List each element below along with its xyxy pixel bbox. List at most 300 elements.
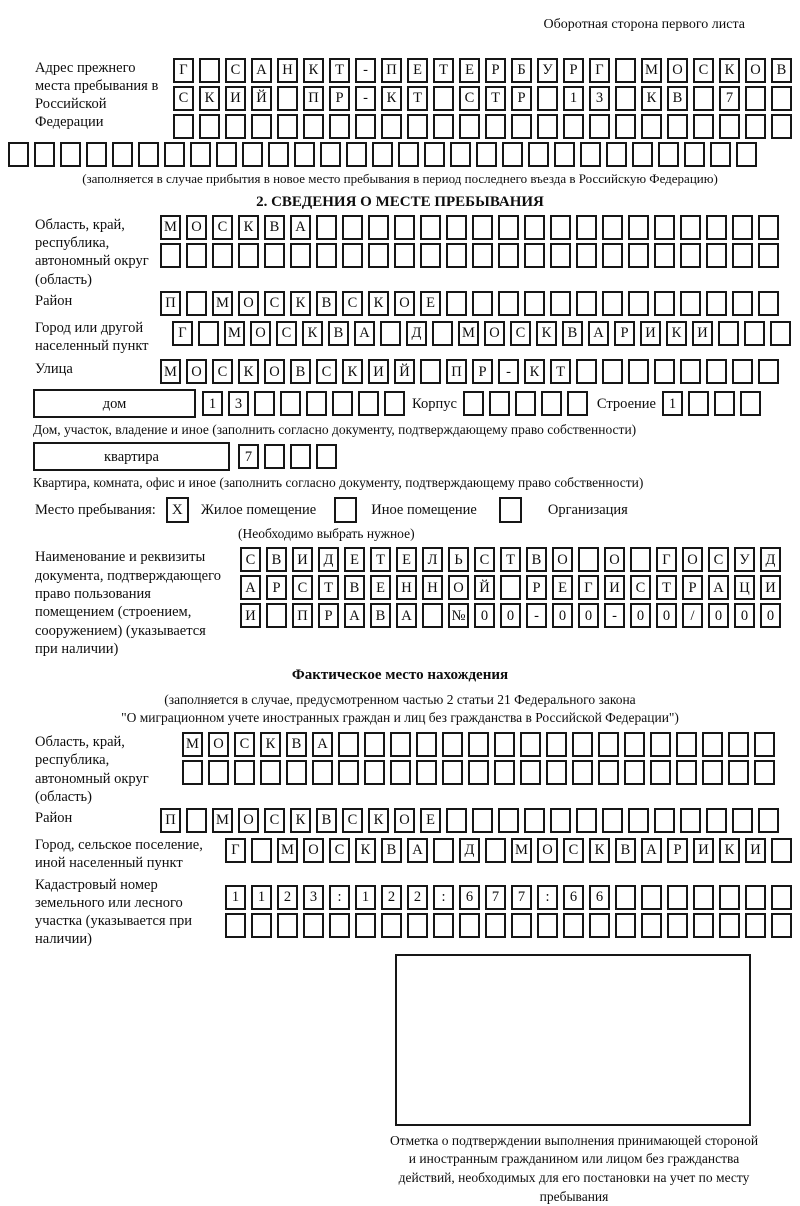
char-box[interactable]: [745, 885, 766, 910]
char-box[interactable]: [602, 243, 623, 268]
char-box[interactable]: [342, 215, 363, 240]
char-box[interactable]: [680, 359, 701, 384]
char-box[interactable]: [138, 142, 159, 167]
char-box[interactable]: [394, 243, 415, 268]
char-box[interactable]: [485, 114, 506, 139]
char-box[interactable]: С: [510, 321, 531, 346]
char-box[interactable]: И: [693, 838, 714, 863]
char-box[interactable]: П: [303, 86, 324, 111]
char-box[interactable]: Р: [667, 838, 688, 863]
char-box[interactable]: [446, 291, 467, 316]
char-box[interactable]: -: [355, 86, 376, 111]
char-box[interactable]: [312, 760, 333, 785]
char-box[interactable]: [706, 215, 727, 240]
char-box[interactable]: [422, 603, 443, 628]
char-box[interactable]: М: [182, 732, 203, 757]
char-box[interactable]: [615, 114, 636, 139]
char-box[interactable]: И: [225, 86, 246, 111]
char-box[interactable]: [364, 760, 385, 785]
char-box[interactable]: [771, 86, 792, 111]
char-box[interactable]: О: [667, 58, 688, 83]
char-box[interactable]: [654, 291, 675, 316]
char-box[interactable]: 7: [511, 885, 532, 910]
char-box[interactable]: 2: [381, 885, 402, 910]
char-box[interactable]: А: [354, 321, 375, 346]
char-box[interactable]: В: [316, 808, 337, 833]
char-box[interactable]: [342, 243, 363, 268]
char-box[interactable]: [468, 732, 489, 757]
char-box[interactable]: [329, 913, 350, 938]
char-box[interactable]: [680, 215, 701, 240]
char-box[interactable]: [658, 142, 679, 167]
char-box[interactable]: С: [276, 321, 297, 346]
char-box[interactable]: [578, 547, 599, 572]
char-box[interactable]: К: [290, 808, 311, 833]
char-box[interactable]: [238, 243, 259, 268]
char-box[interactable]: [463, 391, 484, 416]
char-box[interactable]: Т: [433, 58, 454, 83]
char-box[interactable]: П: [160, 808, 181, 833]
char-box[interactable]: [390, 760, 411, 785]
char-box[interactable]: [424, 142, 445, 167]
checkbox-residential[interactable]: X: [166, 497, 189, 523]
char-box[interactable]: [572, 732, 593, 757]
char-box[interactable]: Г: [589, 58, 610, 83]
char-box[interactable]: М: [160, 359, 181, 384]
char-box[interactable]: О: [537, 838, 558, 863]
char-box[interactable]: [446, 215, 467, 240]
char-box[interactable]: [537, 86, 558, 111]
char-box[interactable]: 0: [734, 603, 755, 628]
char-box[interactable]: О: [682, 547, 703, 572]
char-box[interactable]: [771, 885, 792, 910]
char-box[interactable]: М: [224, 321, 245, 346]
char-box[interactable]: [654, 243, 675, 268]
char-box[interactable]: И: [368, 359, 389, 384]
char-box[interactable]: [702, 760, 723, 785]
char-box[interactable]: [190, 142, 211, 167]
char-box[interactable]: [280, 391, 301, 416]
char-box[interactable]: [416, 760, 437, 785]
char-box[interactable]: [368, 243, 389, 268]
char-box[interactable]: К: [536, 321, 557, 346]
char-box[interactable]: Н: [277, 58, 298, 83]
char-box[interactable]: Р: [472, 359, 493, 384]
char-box[interactable]: О: [186, 359, 207, 384]
char-box[interactable]: [602, 215, 623, 240]
char-box[interactable]: К: [355, 838, 376, 863]
char-box[interactable]: 0: [578, 603, 599, 628]
char-box[interactable]: 0: [474, 603, 495, 628]
char-box[interactable]: 6: [589, 885, 610, 910]
char-box[interactable]: Е: [420, 291, 441, 316]
char-box[interactable]: [706, 291, 727, 316]
char-box[interactable]: 7: [719, 86, 740, 111]
char-box[interactable]: [433, 86, 454, 111]
char-box[interactable]: [472, 243, 493, 268]
char-box[interactable]: О: [238, 808, 259, 833]
char-box[interactable]: [728, 732, 749, 757]
char-box[interactable]: [316, 243, 337, 268]
char-box[interactable]: В: [266, 547, 287, 572]
char-box[interactable]: [598, 760, 619, 785]
char-box[interactable]: [524, 243, 545, 268]
char-box[interactable]: А: [641, 838, 662, 863]
char-box[interactable]: С: [173, 86, 194, 111]
char-box[interactable]: Р: [682, 575, 703, 600]
char-box[interactable]: [537, 114, 558, 139]
char-box[interactable]: [485, 838, 506, 863]
char-box[interactable]: В: [615, 838, 636, 863]
char-box[interactable]: [567, 391, 588, 416]
char-box[interactable]: Р: [318, 603, 339, 628]
char-box[interactable]: К: [524, 359, 545, 384]
char-box[interactable]: [771, 913, 792, 938]
char-box[interactable]: [728, 760, 749, 785]
char-box[interactable]: [303, 913, 324, 938]
char-box[interactable]: [368, 215, 389, 240]
char-box[interactable]: А: [344, 603, 365, 628]
char-box[interactable]: Й: [251, 86, 272, 111]
char-box[interactable]: Ь: [448, 547, 469, 572]
char-box[interactable]: [160, 243, 181, 268]
char-box[interactable]: М: [212, 291, 233, 316]
char-box[interactable]: [381, 114, 402, 139]
char-box[interactable]: [34, 142, 55, 167]
char-box[interactable]: [489, 391, 510, 416]
char-box[interactable]: [186, 808, 207, 833]
char-box[interactable]: С: [240, 547, 261, 572]
char-box[interactable]: [563, 913, 584, 938]
char-box[interactable]: [602, 808, 623, 833]
char-box[interactable]: [693, 913, 714, 938]
char-box[interactable]: [576, 808, 597, 833]
char-box[interactable]: [407, 913, 428, 938]
char-box[interactable]: И: [240, 603, 261, 628]
char-box[interactable]: [199, 114, 220, 139]
char-box[interactable]: М: [160, 215, 181, 240]
char-box[interactable]: 1: [662, 391, 683, 416]
char-box[interactable]: О: [208, 732, 229, 757]
char-box[interactable]: [667, 114, 688, 139]
char-box[interactable]: [702, 732, 723, 757]
char-box[interactable]: [332, 391, 353, 416]
char-box[interactable]: [390, 732, 411, 757]
char-box[interactable]: О: [448, 575, 469, 600]
char-box[interactable]: Т: [485, 86, 506, 111]
char-box[interactable]: У: [734, 547, 755, 572]
char-box[interactable]: Т: [329, 58, 350, 83]
char-box[interactable]: Е: [370, 575, 391, 600]
char-box[interactable]: А: [290, 215, 311, 240]
char-box[interactable]: В: [290, 359, 311, 384]
char-box[interactable]: С: [264, 808, 285, 833]
char-box[interactable]: [355, 913, 376, 938]
char-box[interactable]: [654, 215, 675, 240]
char-box[interactable]: [290, 243, 311, 268]
char-box[interactable]: К: [666, 321, 687, 346]
char-box[interactable]: [693, 114, 714, 139]
char-box[interactable]: Т: [550, 359, 571, 384]
char-box[interactable]: В: [667, 86, 688, 111]
char-box[interactable]: 7: [238, 444, 259, 469]
char-box[interactable]: В: [526, 547, 547, 572]
char-box[interactable]: [420, 359, 441, 384]
char-box[interactable]: [459, 913, 480, 938]
char-box[interactable]: [380, 321, 401, 346]
char-box[interactable]: [688, 391, 709, 416]
char-box[interactable]: К: [589, 838, 610, 863]
char-box[interactable]: [338, 760, 359, 785]
char-box[interactable]: [541, 391, 562, 416]
char-box[interactable]: №: [448, 603, 469, 628]
char-box[interactable]: [446, 808, 467, 833]
char-box[interactable]: [576, 215, 597, 240]
char-box[interactable]: [472, 808, 493, 833]
char-box[interactable]: [758, 808, 779, 833]
char-box[interactable]: [736, 142, 757, 167]
char-box[interactable]: [442, 760, 463, 785]
char-box[interactable]: -: [604, 603, 625, 628]
char-box[interactable]: [630, 547, 651, 572]
checkbox-other-premises[interactable]: [334, 497, 357, 523]
char-box[interactable]: [576, 291, 597, 316]
char-box[interactable]: Е: [407, 58, 428, 83]
char-box[interactable]: О: [186, 215, 207, 240]
char-box[interactable]: [537, 913, 558, 938]
char-box[interactable]: [520, 732, 541, 757]
char-box[interactable]: [684, 142, 705, 167]
char-box[interactable]: [264, 243, 285, 268]
char-box[interactable]: О: [264, 359, 285, 384]
char-box[interactable]: К: [381, 86, 402, 111]
char-box[interactable]: [550, 808, 571, 833]
char-box[interactable]: Р: [563, 58, 584, 83]
char-box[interactable]: 0: [656, 603, 677, 628]
char-box[interactable]: /: [682, 603, 703, 628]
char-box[interactable]: [732, 359, 753, 384]
char-box[interactable]: О: [394, 291, 415, 316]
char-box[interactable]: [164, 142, 185, 167]
char-box[interactable]: [420, 243, 441, 268]
char-box[interactable]: С: [316, 359, 337, 384]
char-box[interactable]: [320, 142, 341, 167]
char-box[interactable]: 1: [355, 885, 376, 910]
char-box[interactable]: С: [630, 575, 651, 600]
char-box[interactable]: К: [238, 359, 259, 384]
char-box[interactable]: Г: [578, 575, 599, 600]
char-box[interactable]: [576, 243, 597, 268]
char-box[interactable]: О: [604, 547, 625, 572]
char-box[interactable]: [432, 321, 453, 346]
char-box[interactable]: [524, 808, 545, 833]
char-box[interactable]: [515, 391, 536, 416]
char-box[interactable]: [602, 359, 623, 384]
char-box[interactable]: [498, 808, 519, 833]
char-box[interactable]: А: [396, 603, 417, 628]
char-box[interactable]: С: [708, 547, 729, 572]
char-box[interactable]: [554, 142, 575, 167]
char-box[interactable]: Т: [500, 547, 521, 572]
char-box[interactable]: С: [212, 359, 233, 384]
char-box[interactable]: [338, 732, 359, 757]
char-box[interactable]: [277, 86, 298, 111]
char-box[interactable]: [234, 760, 255, 785]
char-box[interactable]: С: [329, 838, 350, 863]
char-box[interactable]: [394, 215, 415, 240]
char-box[interactable]: 2: [407, 885, 428, 910]
char-box[interactable]: Н: [422, 575, 443, 600]
char-box[interactable]: 6: [459, 885, 480, 910]
char-box[interactable]: А: [588, 321, 609, 346]
char-box[interactable]: В: [286, 732, 307, 757]
char-box[interactable]: Г: [173, 58, 194, 83]
char-box[interactable]: [758, 291, 779, 316]
char-box[interactable]: Р: [614, 321, 635, 346]
char-box[interactable]: В: [344, 575, 365, 600]
char-box[interactable]: [511, 114, 532, 139]
char-box[interactable]: :: [329, 885, 350, 910]
char-box[interactable]: Е: [396, 547, 417, 572]
char-box[interactable]: И: [760, 575, 781, 600]
char-box[interactable]: 3: [228, 391, 249, 416]
char-box[interactable]: М: [458, 321, 479, 346]
char-box[interactable]: [381, 913, 402, 938]
char-box[interactable]: [546, 732, 567, 757]
char-box[interactable]: [744, 321, 765, 346]
char-box[interactable]: [186, 243, 207, 268]
char-box[interactable]: [732, 243, 753, 268]
char-box[interactable]: [498, 215, 519, 240]
char-box[interactable]: [718, 321, 739, 346]
char-box[interactable]: С: [342, 291, 363, 316]
char-box[interactable]: Г: [656, 547, 677, 572]
char-box[interactable]: М: [212, 808, 233, 833]
char-box[interactable]: Г: [172, 321, 193, 346]
char-box[interactable]: [628, 215, 649, 240]
char-box[interactable]: [208, 760, 229, 785]
char-box[interactable]: [355, 114, 376, 139]
char-box[interactable]: Р: [511, 86, 532, 111]
char-box[interactable]: [602, 291, 623, 316]
char-box[interactable]: [654, 808, 675, 833]
char-box[interactable]: [615, 86, 636, 111]
char-box[interactable]: [706, 808, 727, 833]
char-box[interactable]: [450, 142, 471, 167]
char-box[interactable]: [745, 86, 766, 111]
char-box[interactable]: [754, 760, 775, 785]
char-box[interactable]: К: [199, 86, 220, 111]
char-box[interactable]: О: [484, 321, 505, 346]
char-box[interactable]: [459, 114, 480, 139]
char-box[interactable]: [511, 913, 532, 938]
char-box[interactable]: [268, 142, 289, 167]
char-box[interactable]: [650, 760, 671, 785]
char-box[interactable]: Л: [422, 547, 443, 572]
char-box[interactable]: Д: [760, 547, 781, 572]
char-box[interactable]: [520, 760, 541, 785]
char-box[interactable]: 0: [552, 603, 573, 628]
char-box[interactable]: К: [302, 321, 323, 346]
char-box[interactable]: [420, 215, 441, 240]
char-box[interactable]: [407, 114, 428, 139]
char-box[interactable]: С: [693, 58, 714, 83]
char-box[interactable]: [632, 142, 653, 167]
char-box[interactable]: С: [292, 575, 313, 600]
checkbox-organization[interactable]: [499, 497, 522, 523]
char-box[interactable]: [198, 321, 219, 346]
char-box[interactable]: [624, 760, 645, 785]
char-box[interactable]: [706, 359, 727, 384]
char-box[interactable]: [524, 291, 545, 316]
char-box[interactable]: 6: [563, 885, 584, 910]
char-box[interactable]: [740, 391, 761, 416]
char-box[interactable]: [182, 760, 203, 785]
char-box[interactable]: П: [160, 291, 181, 316]
char-box[interactable]: [472, 215, 493, 240]
char-box[interactable]: [754, 732, 775, 757]
char-box[interactable]: -: [526, 603, 547, 628]
char-box[interactable]: [290, 444, 311, 469]
char-box[interactable]: [615, 885, 636, 910]
char-box[interactable]: [589, 114, 610, 139]
char-box[interactable]: [199, 58, 220, 83]
char-box[interactable]: М: [277, 838, 298, 863]
char-box[interactable]: [771, 838, 792, 863]
char-box[interactable]: [286, 760, 307, 785]
char-box[interactable]: И: [292, 547, 313, 572]
char-box[interactable]: [676, 732, 697, 757]
char-box[interactable]: А: [312, 732, 333, 757]
char-box[interactable]: [680, 808, 701, 833]
char-box[interactable]: 1: [563, 86, 584, 111]
char-box[interactable]: К: [238, 215, 259, 240]
char-box[interactable]: [710, 142, 731, 167]
char-box[interactable]: [615, 913, 636, 938]
char-box[interactable]: [442, 732, 463, 757]
char-box[interactable]: Н: [396, 575, 417, 600]
char-box[interactable]: Д: [318, 547, 339, 572]
char-box[interactable]: Е: [420, 808, 441, 833]
char-box[interactable]: [494, 760, 515, 785]
char-box[interactable]: О: [552, 547, 573, 572]
char-box[interactable]: К: [368, 291, 389, 316]
char-box[interactable]: [260, 760, 281, 785]
char-box[interactable]: П: [446, 359, 467, 384]
char-box[interactable]: С: [264, 291, 285, 316]
char-box[interactable]: П: [292, 603, 313, 628]
char-box[interactable]: [676, 760, 697, 785]
char-box[interactable]: А: [708, 575, 729, 600]
char-box[interactable]: Й: [474, 575, 495, 600]
char-box[interactable]: [641, 885, 662, 910]
char-box[interactable]: :: [537, 885, 558, 910]
char-box[interactable]: [576, 359, 597, 384]
char-box[interactable]: 2: [277, 885, 298, 910]
char-box[interactable]: Т: [407, 86, 428, 111]
char-box[interactable]: 3: [303, 885, 324, 910]
char-box[interactable]: Г: [225, 838, 246, 863]
char-box[interactable]: [306, 391, 327, 416]
char-box[interactable]: [8, 142, 29, 167]
char-box[interactable]: Т: [656, 575, 677, 600]
char-box[interactable]: [277, 114, 298, 139]
char-box[interactable]: 0: [630, 603, 651, 628]
char-box[interactable]: Т: [370, 547, 391, 572]
char-box[interactable]: В: [562, 321, 583, 346]
char-box[interactable]: Т: [318, 575, 339, 600]
char-box[interactable]: [641, 114, 662, 139]
